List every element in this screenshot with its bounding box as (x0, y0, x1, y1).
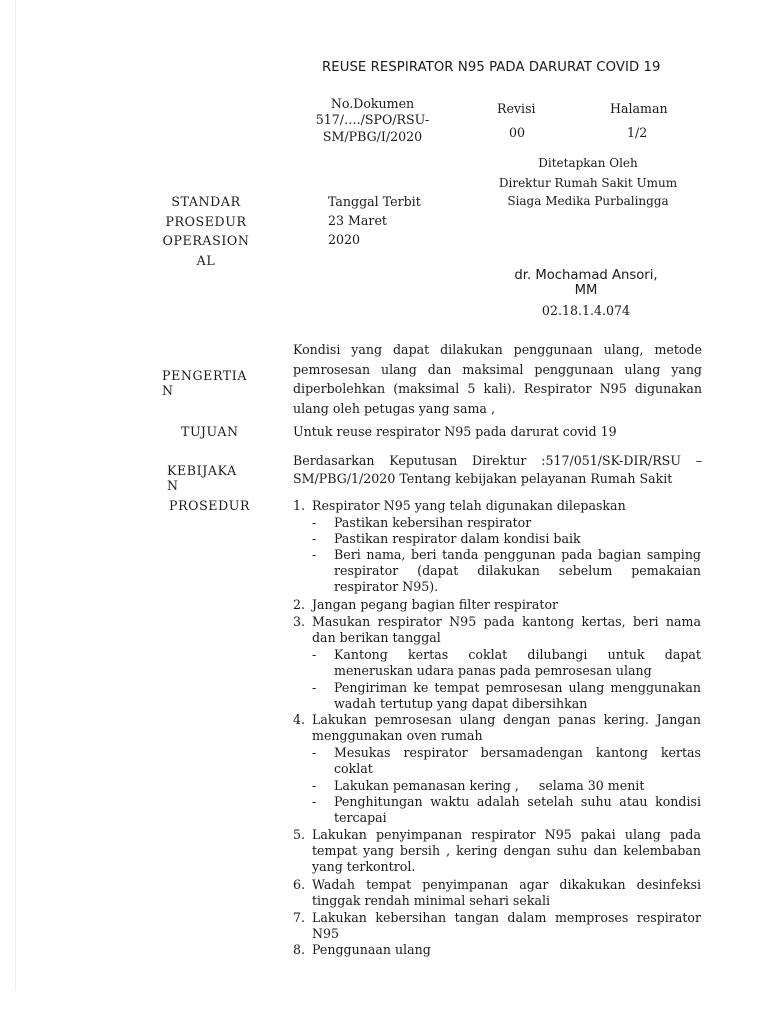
sop-label-line-1: STANDAR (171, 194, 241, 209)
ditetapkan-oleh: Ditetapkan Oleh (538, 156, 638, 170)
pengertian-label-line-1: PENGERTIA (162, 368, 248, 383)
kebijakan-line-1: Berdasarkan Keputusan Direktur :517/051/SK-DIR/RSU – (293, 453, 702, 468)
prosedur-substep-1b (312, 531, 701, 547)
step-text: Jangan pegang bagian filter respirator (312, 597, 559, 612)
substep-text-line-2: tercapai (334, 810, 387, 826)
prosedur-substep-1c (312, 547, 701, 596)
tanggal-terbit-value-2: 2020 (328, 232, 361, 247)
pengertian-line-1: Kondisi yang dapat dilakukan penggunaan ulang, metode (293, 342, 702, 357)
pengertian-label (162, 368, 247, 398)
prosedur-step-2 (293, 597, 701, 613)
step-text: Penggunaan ulang (312, 942, 431, 957)
document-title: REUSE RESPIRATOR N95 PADA DARURAT COVID 19 (322, 60, 661, 75)
step-text-line-1: Wadah tempat penyimpanan agar dikakukan desinfeksi (312, 877, 701, 892)
step-text-line-2: tinggak rendah minimal sehari sekali (312, 893, 551, 909)
prosedur-step-3 (293, 614, 701, 646)
bullet-dash: - (312, 547, 317, 562)
prosedur-substep-4a (312, 745, 701, 777)
step-number: 5. (293, 827, 306, 842)
tujuan-text: Untuk reuse respirator N95 pada darurat covid 19 (293, 424, 617, 439)
prosedur-label: PROSEDUR (169, 498, 251, 513)
substep-text: Pastikan respirator dalam kondisi baik (334, 531, 581, 546)
doc-number-value-2: SM/PBG/I/2020 (322, 129, 423, 144)
prosedur-substep-3b (312, 680, 701, 712)
step-text-line-2: tempat yang bersih , kering dengan suhu dan kelembaban (312, 843, 701, 859)
substep-text-line-3: respirator N95). (334, 579, 439, 595)
kebijakan-label (167, 463, 237, 493)
bullet-dash: - (312, 680, 317, 695)
kebijakan-line-2: SM/PBG/1/2020 Tentang kebijakan pelayanan Rumah Sakit (293, 470, 673, 486)
prosedur-substep-4b (312, 778, 701, 794)
step-text-line-3: yang terkontrol. (312, 859, 416, 875)
step-text-line-1: Lakukan penyimpanan respirator N95 pakai ulang pada (312, 827, 701, 842)
substep-text: Lakukan pemanasan kering , selama 30 menit (334, 778, 645, 793)
substep-text-line-2: coklat (334, 761, 373, 777)
prosedur-substep-3a (312, 647, 701, 679)
bullet-dash: - (312, 778, 317, 793)
bullet-dash: - (312, 745, 317, 760)
step-number: 8. (293, 942, 306, 957)
step-number: 7. (293, 910, 306, 925)
step-number: 6. (293, 877, 306, 892)
step-text-line-1: Lakukan pemrosesan ulang dengan panas kering. Jangan (312, 712, 701, 727)
halaman-label: Halaman (610, 101, 668, 116)
kebijakan-text (293, 452, 702, 487)
sop-label-line-4: AL (196, 252, 216, 268)
step-number: 2. (293, 597, 306, 612)
step-text-line-2: menggunakan oven rumah (312, 728, 483, 744)
bullet-dash: - (312, 531, 317, 546)
substep-text-line-1: Beri nama, beri tanda penggunan pada bagian samping (334, 547, 701, 562)
prosedur-substep-4c (312, 794, 701, 826)
step-number: 1. (293, 498, 306, 513)
substep-text-line-1: Kantong kertas coklat dilubangi untuk dapat (334, 647, 701, 662)
step-text-line-2: dan berikan tanggal (312, 630, 441, 646)
step-number: 3. (293, 614, 306, 629)
prosedur-step-7 (293, 910, 701, 942)
prosedur-step-8 (293, 942, 701, 958)
substep-text-line-1: Pengiriman ke tempat pemrosesan ulang menggunakan (334, 680, 701, 695)
signer-name-1: dr. Mochamad Ansori, (514, 268, 658, 283)
ditetapkan-jabatan: Direktur Rumah Sakit Umum (498, 176, 678, 190)
pengertian-line-4: ulang oleh petugas yang sama , (293, 400, 495, 416)
pengertian-line-2: pemrosesan ulang dan maksimal penggunaan ulang yang (293, 361, 702, 377)
sop-label-line-2: PROSEDUR (165, 213, 247, 229)
kebijakan-label-line-1: KEBIJAKA (167, 463, 237, 478)
substep-text-line-2: meneruskan udara panas pada pemrosesan ulang (334, 663, 652, 679)
ditetapkan-instansi: Siaga Medika Purbalingga (507, 194, 669, 208)
step-text: Respirator N95 yang telah digunakan dilepaskan (312, 498, 626, 513)
tanggal-terbit-value-1: 23 Maret (328, 213, 387, 228)
tanggal-terbit-label: Tanggal Terbit (328, 194, 421, 209)
sop-label-line-3: OPERASION (162, 233, 250, 248)
step-number: 4. (293, 712, 306, 727)
step-text-line-1: Lakukan kebersihan tangan dalam memproses respirator (312, 910, 701, 925)
pengertian-text (293, 340, 702, 418)
prosedur-step-5 (293, 827, 701, 876)
page-margin-line (15, 0, 16, 990)
halaman-value: 1/2 (627, 125, 648, 140)
substep-text-line-1: Penghitungan waktu adalah setelah suhu atau kondisi (334, 794, 701, 809)
prosedur-substep-1a (312, 515, 701, 531)
substep-text-line-2: respirator (dapat dilakukan sebelum pemakaian (334, 563, 701, 579)
substep-text: Pastikan kebersihan respirator (334, 515, 532, 530)
revisi-label: Revisi (497, 101, 536, 116)
prosedur-step-6 (293, 877, 701, 909)
prosedur-step-4 (293, 712, 701, 744)
substep-text-line-2: wadah tertutup yang dapat dibersihkan (334, 696, 588, 712)
substep-text-line-1: Mesukas respirator bersamadengan kantong kertas (334, 745, 701, 760)
sop-label (150, 192, 262, 270)
revisi-value: 00 (509, 125, 526, 140)
doc-number-value-1: 517/…./SPO/RSU- (315, 112, 430, 127)
prosedur-step-1 (293, 498, 701, 514)
step-text-line-2: N95 (312, 926, 340, 942)
tujuan-label: TUJUAN (181, 424, 239, 439)
step-text-line-1: Masukan respirator N95 pada kantong kertas, beri nama (312, 614, 701, 629)
signer-name-2: MM (574, 283, 598, 298)
bullet-dash: - (312, 794, 317, 809)
bullet-dash: - (312, 515, 317, 530)
signer-nip: 02.18.1.4.074 (541, 303, 631, 318)
kebijakan-label-line-2: N (167, 478, 179, 493)
bullet-dash: - (312, 647, 317, 662)
pengertian-label-line-2: N (162, 383, 174, 398)
pengertian-line-3: diperbolehkan (maksimal 5 kali). Respirator N95 digunakan (293, 381, 702, 396)
doc-number-label: No.Dokumen (330, 96, 415, 111)
